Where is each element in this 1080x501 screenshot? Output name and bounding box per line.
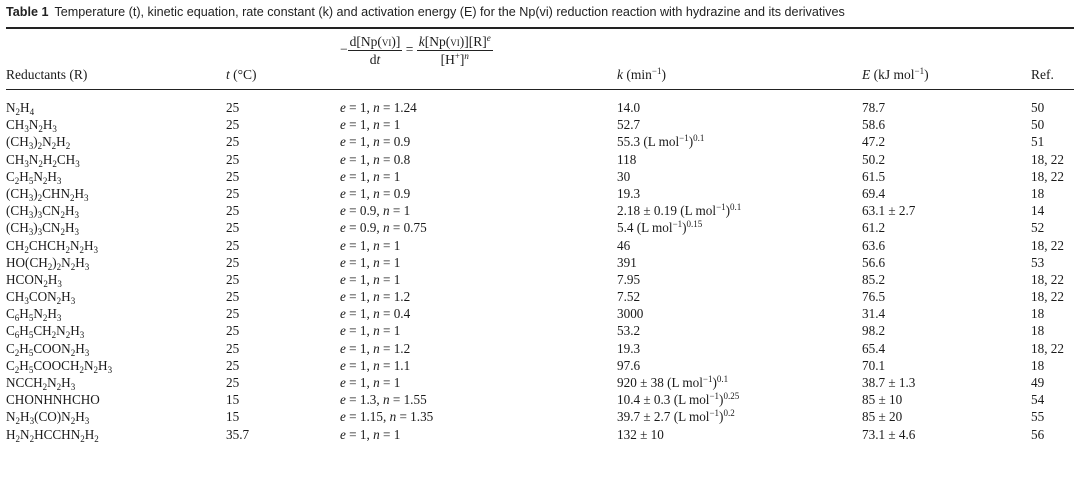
- cell-rate-equation: e = 1, n = 0.9: [340, 134, 411, 150]
- cell-activation-energy: 31.4: [862, 306, 886, 322]
- cell-ref: 18: [1031, 185, 1045, 201]
- cell-temperature: 25: [226, 254, 240, 270]
- cell-rate-equation: e = 1, n = 1: [340, 323, 401, 339]
- cell-ref: 18, 22: [1031, 289, 1064, 305]
- cell-ref: 18, 22: [1031, 168, 1064, 184]
- cell-rate-constant: 30: [617, 168, 631, 184]
- table-row: [0, 220, 1080, 237]
- cell-rate-equation: e = 0.9, n = 1: [340, 203, 411, 219]
- cell-rate-constant: 2.18 ± 0.19 (L mol$^{-1}$)$^{0.1}$: [617, 202, 742, 219]
- cell-temperature: 25: [226, 134, 240, 150]
- table-row: [0, 289, 1080, 306]
- cell-temperature: 15: [226, 392, 240, 408]
- cell-activation-energy: 76.5: [862, 289, 886, 305]
- cell-temperature: 25: [226, 237, 240, 253]
- table-row: [0, 186, 1080, 203]
- cell-activation-energy: 47.2: [862, 134, 886, 150]
- cell-rate-constant: 118: [617, 151, 637, 167]
- table-row: [0, 117, 1080, 134]
- cell-reductant: $(CH_3)_2CHN_2H_3$: [6, 185, 89, 203]
- cell-ref: 49: [1031, 375, 1045, 390]
- cell-rate-equation: e = 1, n = 1.1: [340, 357, 411, 373]
- table-row: [0, 255, 1080, 272]
- cell-activation-energy: 56.6: [862, 254, 886, 270]
- cell-ref: 54: [1031, 392, 1045, 408]
- cell-ref: 18, 22: [1031, 151, 1064, 167]
- cell-temperature: 25: [226, 375, 240, 390]
- cell-activation-energy: 70.1: [862, 357, 886, 373]
- cell-rate-constant: 7.95: [617, 271, 641, 287]
- cell-reductant: $H_2N_2HCCHN_2H_2$: [6, 426, 99, 444]
- cell-reductant: $C_6H_5CH_2N_2H_3$: [6, 323, 85, 341]
- table-label: Table 1: [6, 5, 49, 19]
- cell-rate-equation: e = 1, n = 1: [340, 426, 401, 442]
- cell-temperature: 25: [226, 168, 240, 184]
- cell-temperature: 25: [226, 289, 240, 305]
- cell-reductant: $(CH_3)_3CN_2H_3$: [6, 203, 79, 221]
- cell-ref: 18, 22: [1031, 271, 1064, 287]
- cell-rate-equation: e = 1, n = 1.2: [340, 340, 411, 356]
- cell-rate-constant: 14.0: [617, 100, 641, 115]
- cell-activation-energy: 69.4: [862, 185, 886, 201]
- cell-reductant: $N_2H_4$: [6, 100, 35, 117]
- cell-temperature: 25: [226, 271, 240, 287]
- table-row: [0, 238, 1080, 255]
- cell-rate-constant: 52.7: [617, 117, 641, 133]
- cell-reductant: CHONHNHCHO: [6, 392, 100, 408]
- cell-ref: 50: [1031, 100, 1045, 115]
- table-row: [0, 392, 1080, 409]
- cell-temperature: 25: [226, 185, 240, 201]
- cell-temperature: 25: [226, 151, 240, 167]
- cell-rate-constant: 19.3: [617, 340, 641, 356]
- cell-reductant: $(CH_3)_3CN_2H_3$: [6, 220, 79, 238]
- cell-reductant: $C_6H_5N_2H_3$: [6, 306, 62, 324]
- cell-ref: 55: [1031, 409, 1045, 425]
- cell-ref: 18: [1031, 306, 1045, 322]
- table-row: [0, 203, 1080, 220]
- cell-temperature: 25: [226, 100, 240, 115]
- cell-temperature: 25: [226, 340, 240, 356]
- cell-reductant: $CH_3CON_2H_3$: [6, 289, 76, 307]
- header-rule: [6, 89, 1074, 90]
- cell-rate-constant: 391: [617, 254, 637, 270]
- cell-rate-equation: e = 0.9, n = 0.75: [340, 220, 427, 236]
- cell-rate-equation: e = 1, n = 1.24: [340, 100, 417, 115]
- table-row: [0, 134, 1080, 151]
- header-E: E (kJ mol$^{-1}$): [862, 66, 929, 82]
- table-row: [0, 169, 1080, 186]
- table-caption: [6, 5, 1076, 19]
- cell-rate-constant: 19.3: [617, 185, 641, 201]
- cell-temperature: 25: [226, 323, 240, 339]
- table-row: [0, 306, 1080, 323]
- cell-rate-equation: e = 1, n = 1.2: [340, 289, 411, 305]
- cell-rate-equation: e = 1, n = 1: [340, 271, 401, 287]
- cell-reductant: $NCCH_2N_2H_3$: [6, 375, 76, 392]
- cell-activation-energy: 73.1 ± 4.6: [862, 426, 916, 442]
- cell-reductant: $HO(CH_2)_2N_2H_3$: [6, 254, 90, 272]
- cell-rate-constant: 55.3 (L mol$^{-1}$)$^{0.1}$: [617, 133, 705, 150]
- cell-reductant: $CH_2CHCH_2N_2H_3$: [6, 237, 99, 255]
- cell-rate-constant: 46: [617, 237, 631, 253]
- cell-rate-equation: e = 1, n = 0.4: [340, 306, 411, 322]
- cell-activation-energy: 50.2: [862, 151, 886, 167]
- cell-rate-constant: 39.7 ± 2.7 (L mol$^{-1}$)$^{0.2}$: [617, 408, 735, 425]
- cell-ref: 53: [1031, 254, 1045, 270]
- top-rule: [6, 27, 1074, 29]
- caption-text: Temperature (t), kinetic equation, rate constant (k) and activation energy (E) for the Np(vi) reduction reaction with hydrazine and its derivatives: [54, 5, 845, 19]
- cell-reductant: $C_2H_5N_2H_3$: [6, 168, 62, 186]
- table-body: [0, 100, 1080, 444]
- cell-activation-energy: 85 ± 10: [862, 392, 903, 408]
- cell-activation-energy: 85 ± 20: [862, 409, 903, 425]
- cell-reductant: $HCON_2H_3$: [6, 271, 62, 289]
- header-k: k $(\min^{-1})$: [617, 66, 666, 82]
- cell-activation-energy: 58.6: [862, 117, 886, 133]
- cell-rate-equation: e = 1, n = 1: [340, 237, 401, 253]
- cell-rate-equation: e = 1, n = 1: [340, 117, 401, 133]
- cell-ref: 56: [1031, 426, 1045, 442]
- cell-reductant: $C_2H_5COOCH_2N_2H_3$: [6, 357, 113, 375]
- cell-activation-energy: 78.7: [862, 100, 886, 115]
- table-row: [0, 358, 1080, 375]
- header-rate-equation: − $\frac{d[Np(vi)]}{dt}$ = $\frac{k[Np(vi)][R]^e}{[H^+]^n}$: [340, 33, 491, 67]
- cell-activation-energy: 61.5: [862, 168, 886, 184]
- cell-temperature: 15: [226, 409, 240, 425]
- cell-reductant: $CH_3N_2H_3$: [6, 117, 57, 135]
- header-ref: Ref.: [1031, 67, 1054, 82]
- cell-ref: 18: [1031, 357, 1045, 373]
- table-row: [0, 409, 1080, 426]
- cell-rate-equation: e = 1.3, n = 1.55: [340, 392, 427, 408]
- cell-ref: 18: [1031, 323, 1045, 339]
- cell-reductant: $C_2H_5COON_2H_3$: [6, 340, 90, 358]
- cell-rate-constant: 5.4 (L mol$^{-1}$)$^{0.15}$: [617, 219, 703, 236]
- table-row: [0, 152, 1080, 169]
- cell-rate-equation: e = 1, n = 1: [340, 375, 401, 390]
- cell-activation-energy: 63.1 ± 2.7: [862, 203, 916, 219]
- cell-temperature: 25: [226, 220, 240, 236]
- cell-temperature: 25: [226, 117, 240, 133]
- cell-rate-constant: 7.52: [617, 289, 641, 305]
- cell-temperature: 25: [226, 203, 240, 219]
- cell-ref: 14: [1031, 203, 1045, 219]
- cell-ref: 50: [1031, 117, 1045, 133]
- cell-rate-constant: 132 ± 10: [617, 426, 664, 442]
- cell-rate-constant: 97.6: [617, 357, 641, 373]
- cell-activation-energy: 65.4: [862, 340, 886, 356]
- cell-ref: 51: [1031, 134, 1045, 150]
- cell-rate-equation: e = 1, n = 0.8: [340, 151, 411, 167]
- cell-activation-energy: 98.2: [862, 323, 886, 339]
- table-row: [0, 375, 1080, 392]
- header-reductants: Reductants (R): [6, 67, 88, 82]
- cell-reductant: $(CH_3)_2N_2H_2$: [6, 134, 71, 152]
- cell-rate-equation: e = 1.15, n = 1.35: [340, 409, 434, 425]
- cell-ref: 18, 22: [1031, 237, 1064, 253]
- cell-activation-energy: 38.7 ± 1.3: [862, 375, 916, 390]
- cell-rate-equation: e = 1, n = 1: [340, 168, 401, 184]
- cell-rate-constant: 10.4 ± 0.3 (L mol$^{-1}$)$^{0.25}$: [617, 391, 740, 408]
- table-row: [0, 272, 1080, 289]
- cell-ref: 52: [1031, 220, 1045, 236]
- cell-rate-constant: 3000: [617, 306, 644, 322]
- cell-activation-energy: 63.6: [862, 237, 886, 253]
- cell-temperature: 35.7: [226, 426, 250, 442]
- header-t: t (°C): [226, 67, 257, 82]
- cell-reductant: $N_2H_3(CO)N_2H_3$: [6, 409, 90, 427]
- table-row: [0, 100, 1080, 117]
- cell-reductant: $CH_3N_2H_2CH_3$: [6, 151, 80, 169]
- cell-ref: 18, 22: [1031, 340, 1064, 356]
- cell-rate-equation: e = 1, n = 1: [340, 254, 401, 270]
- cell-rate-equation: e = 1, n = 0.9: [340, 185, 411, 201]
- table-row: [0, 427, 1080, 444]
- cell-temperature: 25: [226, 306, 240, 322]
- cell-activation-energy: 85.2: [862, 271, 886, 287]
- table-row: [0, 323, 1080, 340]
- cell-activation-energy: 61.2: [862, 220, 886, 236]
- cell-temperature: 25: [226, 357, 240, 373]
- cell-rate-constant: 920 ± 38 (L mol$^{-1}$)$^{0.1}$: [617, 374, 729, 390]
- table-row: [0, 341, 1080, 358]
- cell-rate-constant: 53.2: [617, 323, 641, 339]
